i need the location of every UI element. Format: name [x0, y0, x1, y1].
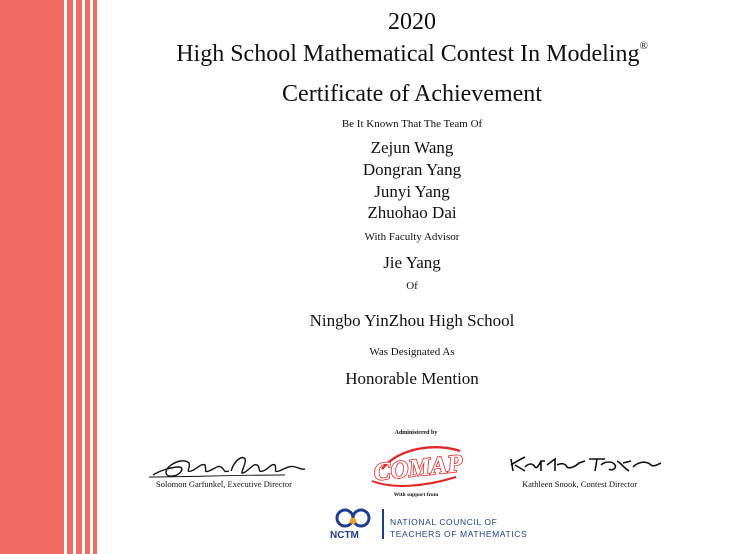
border-stripe	[67, 0, 73, 554]
right-signature-caption: Kathleen Snook, Contest Director	[522, 479, 638, 489]
border-stripe	[76, 0, 82, 554]
comap-logo-text: COMAP	[372, 450, 464, 487]
border-stripe	[93, 0, 97, 554]
nctm-divider	[382, 509, 384, 539]
nctm-name-line2: TEACHERS OF MATHEMATICS	[390, 529, 528, 539]
contest-title	[140, 40, 684, 68]
contest-title-text: High School Mathematical Contest In Modeling	[176, 41, 640, 67]
left-signature-caption: Solomon Garfunkel, Executive Director	[156, 479, 292, 489]
nctm-abbreviation: NCTM	[330, 530, 359, 541]
intro-text: Be It Known That The Team Of	[341, 118, 483, 130]
faculty-advisor-label: With Faculty Advisor	[364, 231, 460, 243]
designation-label: Was Designated As	[369, 346, 455, 358]
team-member: Junyi Yang	[374, 182, 450, 201]
comap-logo-icon	[366, 441, 466, 496]
signature-icon	[145, 449, 310, 483]
decorative-border	[0, 0, 100, 554]
certificate-heading: Certificate of Achievement	[282, 81, 542, 107]
team-member: Zhuohao Dai	[367, 203, 457, 222]
registered-mark: ®	[639, 40, 648, 52]
signature-icon	[505, 449, 665, 477]
border-stripe	[85, 0, 90, 554]
school-name: Ningbo YinZhou High School	[309, 311, 515, 330]
of-label: Of	[406, 280, 418, 292]
administered-by-label: Administered by	[394, 430, 438, 436]
contest-year: 2020	[388, 9, 436, 35]
nctm-name-line1: NATIONAL COUNCIL OF	[390, 517, 498, 527]
team-member: Zejun Wang	[370, 138, 454, 157]
support-label: With support from	[393, 492, 439, 498]
border-stripe	[0, 0, 64, 554]
faculty-advisor-name: Jie Yang	[383, 253, 441, 272]
award-designation: Honorable Mention	[345, 369, 479, 388]
team-member: Dongran Yang	[362, 160, 462, 179]
